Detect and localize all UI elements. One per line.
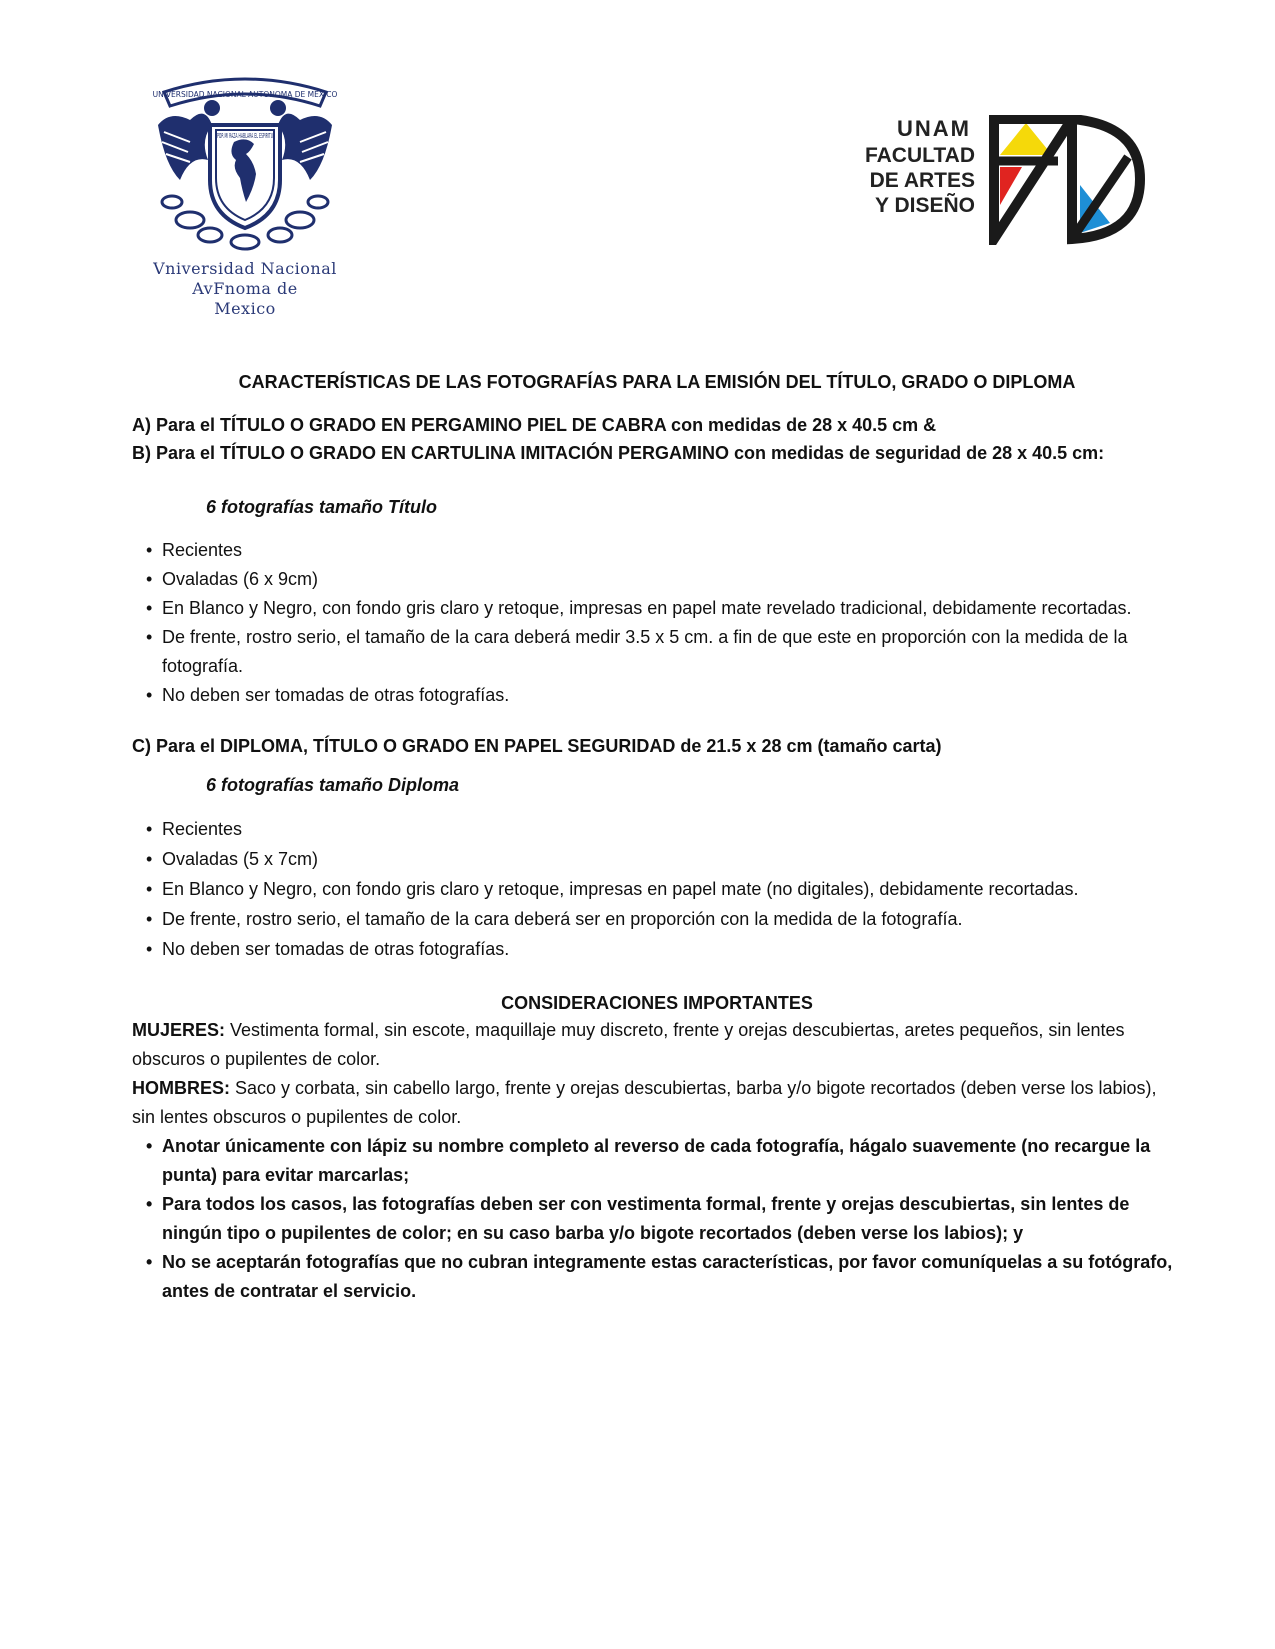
fad-line-2: DE ARTES	[869, 169, 975, 192]
seal-banner-text: UNIVERSIDAD NACIONAL AUTONOMA DE MEXICO	[152, 90, 338, 99]
fad-line-3: Y DISEÑO	[875, 194, 975, 217]
women-text: Vestimenta formal, sin escote, maquillaje muy discreto, frente y orejas descubiertas, aretes pequeños, sin lentes obscuros o pupilentes de color.	[132, 1020, 1125, 1069]
fad-logo	[860, 115, 1150, 255]
bullet-list-diploma	[132, 814, 1182, 964]
unam-caption-line-1: Vniversidad Nacional	[153, 259, 337, 278]
women-paragraph	[132, 1016, 1182, 1074]
list-item: • De frente, rostro serio, el tamaño de la cara deberá medir 3.5 x 5 cm. a fin de que este en proporción con la medida de la fotografía.	[146, 623, 1182, 681]
fad-line-1: FACULTAD	[864, 144, 975, 167]
document-body	[132, 372, 1182, 1306]
section-c-line: C) Para el DIPLOMA, TÍTULO O GRADO EN PAPEL SEGURIDAD de 21.5 x 28 cm (tamaño carta)	[132, 736, 942, 756]
section-a-line: A) Para el TÍTULO O GRADO EN PERGAMINO PIEL DE CABRA con medidas de 28 x 40.5 cm &	[132, 415, 937, 435]
fad-mark-icon	[980, 115, 1150, 245]
list-item: • No deben ser tomadas de otras fotografías.	[146, 934, 1182, 964]
considerations-title: CONSIDERACIONES IMPORTANTES	[501, 993, 813, 1013]
list-item: • Para todos los casos, las fotografías deben ser con vestimenta formal, frente y orejas descubiertas, sin lentes de ningún tipo o pupilentes de color; en su caso barba y/o bigote recortados (deben verse los labios); y	[146, 1190, 1182, 1248]
list-item: • No se aceptarán fotografías que no cubran integramente estas características, por favor comuníquelas a su fotógrafo, antes de contratar el servicio.	[146, 1248, 1182, 1306]
unam-caption	[150, 259, 340, 319]
subhead-titulo: 6 fotografías tamaño Título	[206, 497, 438, 517]
list-item: • Recientes	[146, 536, 1182, 565]
unam-caption-line-3: Mexico	[214, 299, 276, 318]
list-item: • Ovaladas (6 x 9cm)	[146, 565, 1182, 594]
list-item: • Anotar únicamente con lápiz su nombre completo al reverso de cada fotografía, hágalo suavemente (no recargue la punta) para evitar marcarlas;	[146, 1132, 1182, 1190]
list-item: • Ovaladas (5 x 7cm)	[146, 844, 1182, 874]
list-item: • Recientes	[146, 814, 1182, 844]
unam-seal-icon	[150, 70, 340, 255]
bullet-list-titulo	[132, 536, 1182, 710]
subhead-diploma: 6 fotografías tamaño Diploma	[206, 775, 460, 795]
list-item: • De frente, rostro serio, el tamaño de la cara deberá ser en proporción con la medida de la fotografía.	[146, 904, 1182, 934]
unam-caption-line-2: AvFnoma de	[192, 279, 298, 298]
list-item: • En Blanco y Negro, con fondo gris claro y retoque, impresas en papel mate (no digitales), debidamente recortadas.	[146, 874, 1182, 904]
section-b-line: B) Para el TÍTULO O GRADO EN CARTULINA IMITACIÓN PERGAMINO con medidas de seguridad de 28 x 40.5 cm:	[132, 443, 1105, 463]
page-title: CARACTERÍSTICAS DE LAS FOTOGRAFÍAS PARA LA EMISIÓN DEL TÍTULO, GRADO O DIPLOMA	[238, 372, 1076, 392]
seal-motto-text: POR MI RAZA HABLARA EL ESPIRITU	[217, 132, 273, 140]
women-label: MUJERES:	[132, 1020, 226, 1040]
men-text: Saco y corbata, sin cabello largo, frente y orejas descubiertas, barba y/o bigote recortados (deben verse los labios), sin lentes obscuros o pupilentes de color.	[132, 1078, 1157, 1127]
list-item: • En Blanco y Negro, con fondo gris claro y retoque, impresas en papel mate revelado tradicional, debidamente recortadas.	[146, 594, 1182, 623]
list-item: • No deben ser tomadas de otras fotografías.	[146, 681, 1182, 710]
men-label: HOMBRES:	[132, 1078, 230, 1098]
fad-unam-label: UNAM	[897, 116, 971, 141]
fad-wordmark	[860, 115, 975, 218]
men-paragraph	[132, 1074, 1182, 1132]
unam-logo	[150, 70, 340, 319]
bullet-list-final	[132, 1132, 1182, 1306]
